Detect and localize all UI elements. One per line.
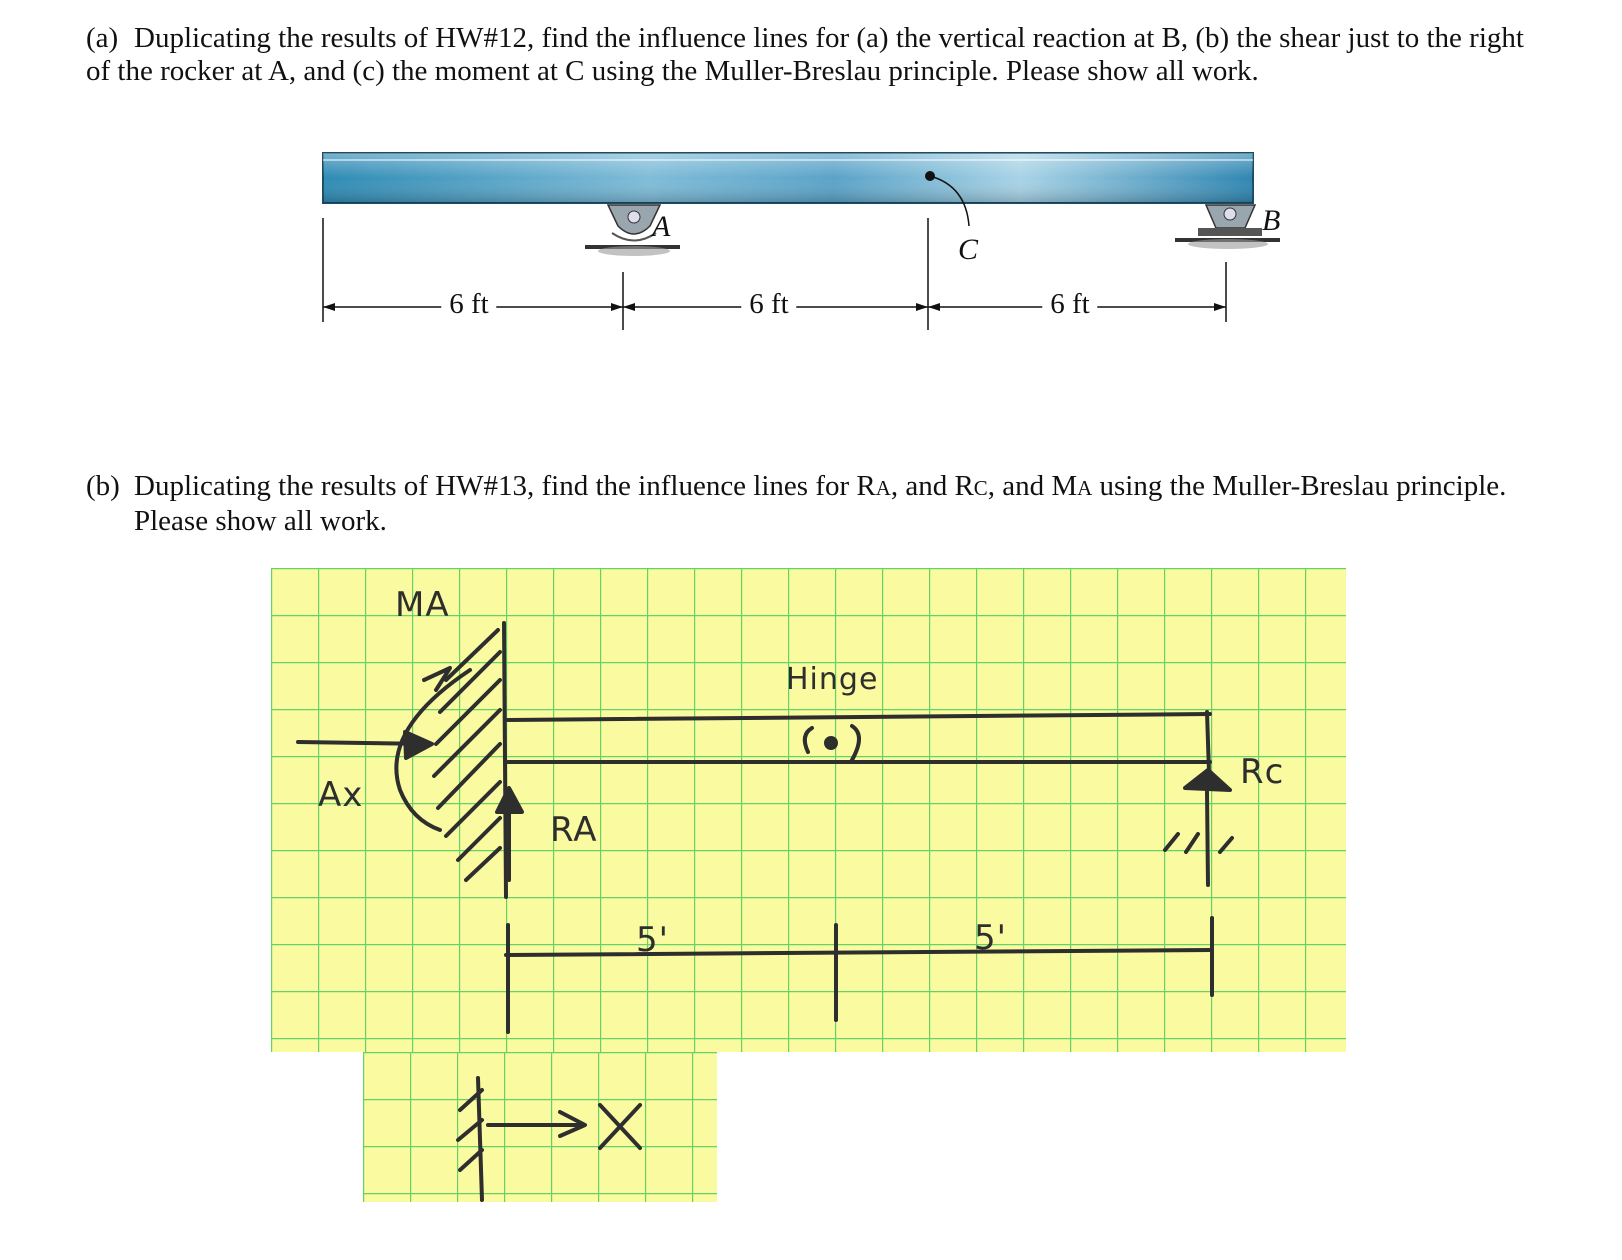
label-ma: MA xyxy=(395,585,450,625)
label-b: B xyxy=(1262,204,1281,237)
dimension-label-1: 6 ft xyxy=(441,288,496,321)
dimension-label-2: 6 ft xyxy=(741,288,796,321)
problem-a-line1: Duplicating the results of HW#12, find the influence lines for (a) the vertical reaction at B, (b) the shear just to the right xyxy=(134,22,1524,54)
problem-b-line2: Please show all work. xyxy=(134,505,387,537)
dimension-label-3: 6 ft xyxy=(1042,288,1097,321)
label-hinge: Hinge xyxy=(786,662,879,697)
problem-b-text: (b) Duplicating the results of HW#13, find the influence lines for RA, and RC, and MA using the Muller-Breslau principle. Please show all work. xyxy=(86,470,1586,538)
label-ax: Ax xyxy=(318,775,364,815)
problem-a-line2: of the rocker at A, and (c) the moment at C using the Muller-Breslau principle. Please show all work. xyxy=(86,55,1259,87)
problem-a-label: (a) xyxy=(86,22,119,54)
label-span-right: 5' xyxy=(974,918,1007,958)
label-c: C xyxy=(958,233,979,266)
label-a: A xyxy=(652,210,671,243)
label-rc: Rc xyxy=(1240,752,1285,792)
label-span-left: 5' xyxy=(636,920,669,960)
label-ra: RA xyxy=(550,810,598,850)
problem-b-label: (b) xyxy=(86,470,120,502)
